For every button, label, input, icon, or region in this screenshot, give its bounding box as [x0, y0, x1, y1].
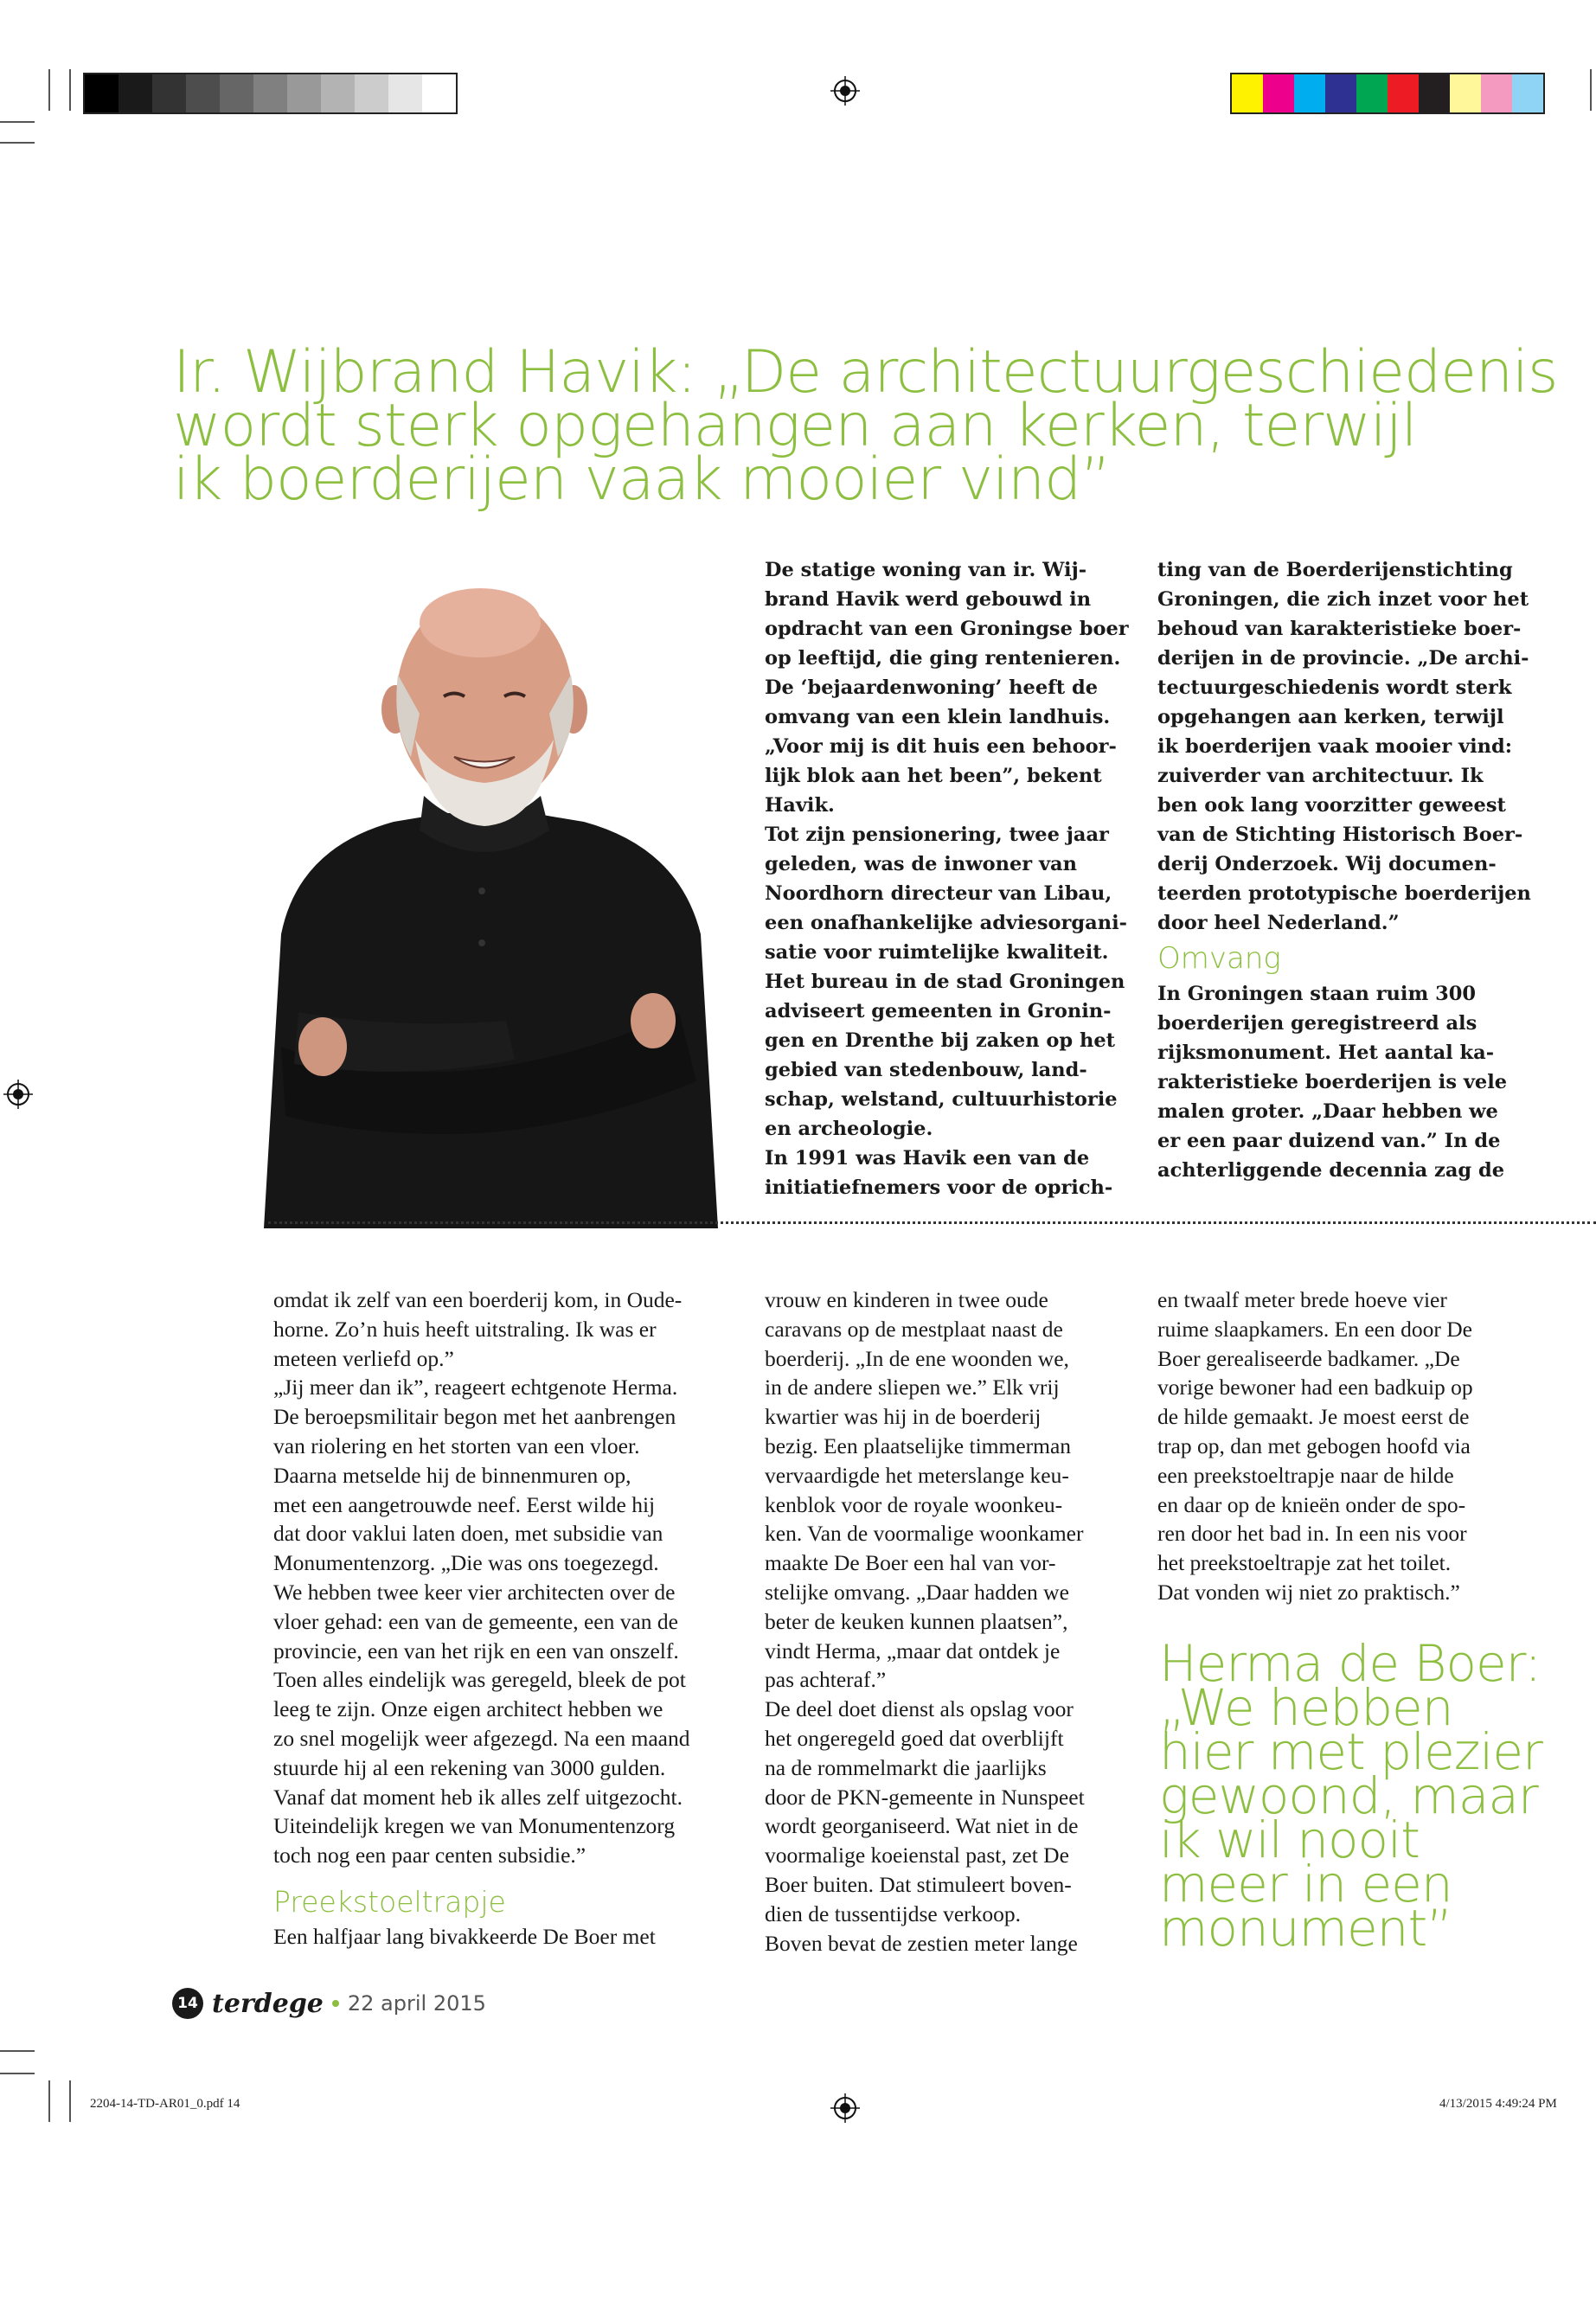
- body-line: en daar op de knieën onder de spo-: [1157, 1491, 1466, 1517]
- intro-line: achterliggende decennia zag de: [1157, 1159, 1505, 1182]
- headline-line: wordt sterk opgehangen aan kerken, terwijl: [173, 392, 1417, 460]
- body-line: kenblok voor de royale woonkeu-: [765, 1491, 1063, 1517]
- color-swatch: [1356, 74, 1388, 112]
- registration-mark-icon: [830, 76, 860, 106]
- intro-line: satie voor ruimtelijke kwaliteit.: [765, 941, 1109, 964]
- body-line: vloer gehad: een van de gemeente, een van de: [273, 1608, 678, 1634]
- intro-line: lijk blok aan het been”, bekent: [765, 765, 1102, 787]
- subhead-preekstoeltrapje: Preekstoeltrapje: [273, 1884, 506, 1919]
- body-line: Vanaf dat moment heb ik alles zelf uitgezocht.: [273, 1784, 683, 1810]
- body-line: vervaardigde het meterslange keu-: [765, 1462, 1069, 1488]
- body-line: door de PKN-gemeente in Nunspeet: [765, 1784, 1085, 1810]
- body-line: bezig. Een plaatselijke timmerman: [765, 1433, 1072, 1458]
- pull-quote-line: hier met plezier: [1159, 1722, 1542, 1781]
- body-line: Uiteindelijk kregen we van Monumentenzorg: [273, 1813, 676, 1839]
- color-swatch: [1481, 74, 1512, 112]
- intro-line: derijen in de provincie. „De archi-: [1157, 647, 1529, 670]
- registration-mark-icon: [830, 2093, 860, 2123]
- section-divider: [268, 1221, 1596, 1224]
- intro-line: malen groter. „Daar hebben we: [1157, 1100, 1498, 1123]
- body-line: meteen verliefd op.”: [273, 1345, 454, 1371]
- intro-line: initiatiefnemers voor de oprich-: [765, 1176, 1113, 1199]
- color-swatch: [1512, 74, 1543, 112]
- body-line: De deel doet dienst als opslag voor: [765, 1696, 1074, 1722]
- color-swatch: [1294, 74, 1325, 112]
- gray-swatch: [287, 74, 321, 112]
- intro-line: en archeologie.: [765, 1118, 933, 1140]
- intro-line: Tot zijn pensionering, twee jaar: [765, 824, 1109, 846]
- intro-line: In Groningen staan ruim 300: [1157, 983, 1477, 1005]
- body-line: stuurde hij al een rekening van 3000 gulden.: [273, 1754, 666, 1780]
- intro-line: boerderijen geregistreerd als: [1157, 1012, 1477, 1035]
- body-column-2: [765, 1285, 1223, 1958]
- body-line: We hebben twee keer vier architecten over de: [273, 1579, 676, 1605]
- intro-line: teerden prototypische boerderijen: [1157, 882, 1531, 905]
- print-slug-file: 2204-14-TD-AR01_0.pdf 14: [90, 2097, 240, 2111]
- intro-line: In 1991 was Havik een van de: [765, 1147, 1090, 1170]
- color-swatch: [1419, 74, 1450, 112]
- intro-line: Groningen, die zich inzet voor het: [1157, 588, 1529, 611]
- body-line: Boer gerealiseerde badkamer. „De: [1157, 1345, 1460, 1371]
- body-column-1: [273, 1285, 732, 1952]
- pull-quote-line: ik wil nooit: [1159, 1811, 1420, 1869]
- intro-line: rijksmonument. Het aantal ka-: [1157, 1042, 1495, 1064]
- intro-line: een onafhankelijke adviesorgani-: [765, 912, 1127, 934]
- body-line: Boer buiten. Dat stimuleert boven-: [765, 1871, 1072, 1897]
- gray-swatch: [152, 74, 186, 112]
- intro-line: behoud van karakteristieke boer-: [1157, 618, 1522, 640]
- intro-line: door heel Nederland.”: [1157, 912, 1400, 934]
- headline-line: Ir. Wijbrand Havik: „De architectuurgeschiedenis: [173, 338, 1558, 407]
- issue-date: 22 april 2015: [347, 1991, 486, 2016]
- intro-line: ben ook lang voorzitter geweest: [1157, 794, 1506, 817]
- body-line: Toen alles eindelijk was geregeld, bleek de pot: [273, 1667, 686, 1693]
- body-line: de hilde gemaakt. Je moest eerst de: [1157, 1404, 1470, 1430]
- gray-swatch: [388, 74, 422, 112]
- color-swatch: [1325, 74, 1356, 112]
- body-line: kwartier was hij in de boerderij: [765, 1404, 1042, 1430]
- intro-line: gebied van stedenbouw, land-: [765, 1059, 1087, 1081]
- body-line: vorige bewoner had een badkuip op: [1157, 1375, 1473, 1400]
- body-line: trap op, dan met gebogen hoofd via: [1157, 1433, 1471, 1458]
- body-line: voormalige koeienstal past, zet De: [765, 1843, 1069, 1868]
- body-line: dat door vaklui laten doen, met subsidie van: [273, 1521, 663, 1547]
- color-swatch: [1263, 74, 1294, 112]
- body-line: horne. Zo’n huis heeft uitstraling. Ik was er: [273, 1316, 657, 1342]
- intro-line: tectuurgeschiedenis wordt sterk: [1157, 676, 1512, 699]
- print-slug-timestamp: 4/13/2015 4:49:24 PM: [1439, 2097, 1557, 2111]
- body-line: het preekstoeltrapje zat het toilet.: [1157, 1550, 1452, 1576]
- intro-line: brand Havik werd gebouwd in: [765, 588, 1092, 611]
- color-calibration-bar: [1230, 73, 1545, 114]
- intro-line: er een paar duizend van.” In de: [1157, 1130, 1501, 1152]
- subhead-omvang: Omvang: [1157, 941, 1281, 976]
- body-line: provincie, een van het rijk en een van onszelf.: [273, 1638, 679, 1663]
- intro-line: zuiverder van architectuur. Ik: [1157, 765, 1484, 787]
- registration-mark-icon: [3, 1080, 33, 1109]
- body-line: het ongeregeld goed dat overblijft: [765, 1725, 1064, 1751]
- bullet-dot-icon: [332, 2000, 339, 2007]
- magazine-logo: terdege: [212, 1988, 324, 2019]
- body-line: na de rommelmarkt die jaarlijks: [765, 1754, 1047, 1780]
- gray-swatch: [85, 74, 119, 112]
- body-line: stelijke omvang. „Daar hadden we: [765, 1579, 1069, 1605]
- body-line: ren door het bad in. In een nis voor: [1157, 1521, 1467, 1547]
- body-line: maakte De Boer een hal van vor-: [765, 1550, 1056, 1576]
- body-line: omdat ik zelf van een boerderij kom, in Oude-: [273, 1287, 683, 1312]
- headline: [173, 338, 1558, 514]
- intro-line: gen en Drenthe bij zaken op het: [765, 1029, 1116, 1052]
- page-folio: [172, 1986, 486, 2021]
- body-line: „Jij meer dan ik”, reageert echtgenote Herma.: [273, 1375, 678, 1400]
- intro-line: Noordhorn directeur van Libau,: [765, 882, 1112, 905]
- intro-line: derij Onderzoek. Wij documen-: [1157, 853, 1497, 875]
- intro-line: schap, welstand, cultuurhistorie: [765, 1088, 1118, 1111]
- body-line: Monumentenzorg. „Die was ons toegezegd.: [273, 1550, 659, 1576]
- intro-line: opgehangen aan kerken, terwijl: [1157, 706, 1504, 728]
- body-line: in de andere sliepen we.” Elk vrij: [765, 1375, 1060, 1400]
- body-line: wordt georganiseerd. Wat niet in de: [765, 1813, 1079, 1839]
- intro-line: rakteristieke boerderijen is vele: [1157, 1071, 1508, 1093]
- headline-line: ik boerderijen vaak mooier vind”: [173, 445, 1111, 514]
- intro-line: adviseert gemeenten in Gronin-: [765, 1000, 1112, 1022]
- intro-column-2: [1157, 555, 1531, 1185]
- intro-line: Het bureau in de stad Groningen: [765, 971, 1125, 993]
- body-line: dien de tussentijdse verkoop.: [765, 1900, 1022, 1926]
- pull-quote-line: gewoond, maar: [1159, 1766, 1538, 1825]
- body-line: beter de keuken kunnen plaatsen”,: [765, 1608, 1068, 1634]
- intro-line: geleden, was de inwoner van: [765, 853, 1077, 875]
- intro-line: De statige woning van ir. Wij-: [765, 559, 1087, 581]
- pull-quote-line: meer in een: [1159, 1855, 1452, 1913]
- color-swatch: [1232, 74, 1263, 112]
- body-line: Een halfjaar lang bivakkeerde De Boer met: [273, 1923, 656, 1949]
- body-line: Boven bevat de zestien meter lange: [765, 1930, 1078, 1956]
- intro-line: van de Stichting Historisch Boer-: [1157, 824, 1523, 846]
- body-line: zo snel mogelijk weer afgezegd. Na een maand: [273, 1725, 690, 1751]
- color-swatch: [1388, 74, 1419, 112]
- body-line: boerderij. „In de ene woonden we,: [765, 1345, 1069, 1371]
- intro-column-1: [765, 555, 1128, 1202]
- gray-swatch: [321, 74, 355, 112]
- intro-line: Havik.: [765, 794, 835, 817]
- body-line: ken. Van de voormalige woonkamer: [765, 1521, 1084, 1547]
- gray-swatch: [220, 74, 253, 112]
- gray-swatch: [355, 74, 388, 112]
- body-column-3: [1157, 1285, 1596, 1607]
- body-line: ruime slaapkamers. En een door De: [1157, 1316, 1472, 1342]
- body-line: Daarna metselde hij de binnenmuren op,: [273, 1462, 631, 1488]
- intro-line: ik boerderijen vaak mooier vind:: [1157, 735, 1513, 758]
- portrait-photo: [247, 562, 731, 1228]
- body-line: en twaalf meter brede hoeve vier: [1157, 1287, 1447, 1312]
- intro-line: ting van de Boerderijenstichting: [1157, 559, 1513, 581]
- body-line: De beroepsmilitair begon met het aanbrengen: [273, 1404, 676, 1430]
- gray-swatch: [186, 74, 220, 112]
- body-line: een preekstoeltrapje naar de hilde: [1157, 1462, 1454, 1488]
- page-number: 14: [172, 1988, 203, 2019]
- body-line: vrouw en kinderen in twee oude: [765, 1287, 1048, 1312]
- color-swatch: [1450, 74, 1481, 112]
- body-line: toch nog een paar centen subsidie.”: [273, 1843, 586, 1868]
- intro-line: omvang van een klein landhuis.: [765, 706, 1111, 728]
- body-line: met een aangetrouwde neef. Eerst wilde hij: [273, 1491, 656, 1517]
- pull-quote-line: monument”: [1159, 1899, 1452, 1958]
- body-line: pas achteraf.”: [765, 1667, 887, 1693]
- intro-line: opdracht van een Groningse boer: [765, 618, 1129, 640]
- body-line: Dat vonden wij niet zo praktisch.”: [1157, 1579, 1460, 1605]
- pull-quote-line: Herma de Boer:: [1159, 1634, 1542, 1693]
- gray-swatch: [422, 74, 456, 112]
- pull-quote-line: „We hebben: [1159, 1678, 1453, 1737]
- grayscale-calibration-bar: [83, 73, 458, 114]
- gray-swatch: [253, 74, 287, 112]
- body-line: vindt Herma, „maar dat ontdek je: [765, 1638, 1061, 1663]
- body-line: caravans op de mestplaat naast de: [765, 1316, 1063, 1342]
- intro-line: De ‘bejaardenwoning’ heeft de: [765, 676, 1099, 699]
- body-line: leeg te zijn. Onze eigen architect hebben we: [273, 1696, 663, 1722]
- pull-quote: [1159, 1634, 1592, 1958]
- body-line: van riolering en het storten van een vloer.: [273, 1433, 640, 1458]
- intro-line: op leeftijd, die ging rentenieren.: [765, 647, 1121, 670]
- gray-swatch: [119, 74, 152, 112]
- intro-line: „Voor mij is dit huis een behoor-: [765, 735, 1117, 758]
